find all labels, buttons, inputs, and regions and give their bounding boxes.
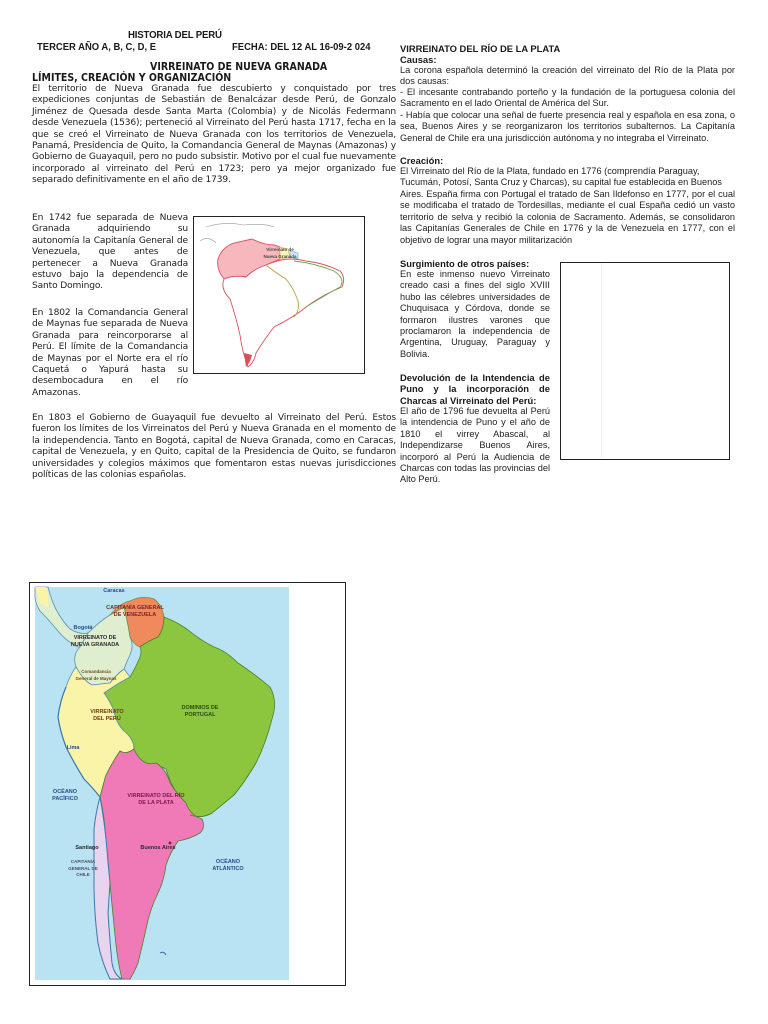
cause-2: - Había que colocar una señal de fuerte presencia real y española en esa zona, o sea, Buenos Aires y se reorganizaron los territorios subalternos. La Capitanía General de Chile era una jurisdicción autónoma y no integraba el Virreinato.: [400, 110, 735, 143]
grade-label: TERCER AÑO A, B, C, D, E: [37, 41, 157, 53]
nueva-granada-map-figure: [193, 216, 365, 374]
map-label-venezuela: CAPITANÍA GENERAL DE VENEZUELA: [106, 605, 164, 618]
emergence-text: En este inmenso nuevo Virreinato creado casi a fines del siglo XVIII hubo las célebres universidades de Chuquisaca y Córdova, donde se formaron ilustres varones que proclamaron la independencia de Argentina, Uruguay, Paraguay y Bolivia.: [400, 269, 550, 359]
date-label: FECHA: DEL 12 AL 16-09-2 024: [232, 41, 371, 53]
section-title-rio-de-la-plata: VIRREINATO DEL RÍO DE LA PLATA: [400, 43, 561, 54]
return-heading: Devolución de la Intendencia de Puno y la incorporación de Charcas al Virreinato del Perú:: [400, 372, 550, 406]
map-label-pacific-ocean: OCÉANO PACÍFICO: [52, 789, 78, 802]
creation-text-2: Aires. España firma con Portugal el tratado de San Ildefonso en 1777, por el cual se modificaba el tratado de Tordesillas, mediante el cual España cedió un vasto territorio de selva y recibió la colonia de Sacramento. Además, se consolidaron las Capitanías Generales de Chile en 1776 y la de Venezuela en 1777, con el objetivo de lograr una mayor militarización: [400, 189, 735, 245]
paragraph-1802: En 1802 la Comandancia General de Maynas fue separada de Nueva Granada para reincorporarse al Perú. El límite de la Comandancia de Maynas por el Norte era el río Caquetá o Yapurá hasta su desembocadura en el río Amazonas.: [32, 308, 188, 398]
map-label-peru: VIRREINATO DEL PERÚ: [90, 709, 124, 722]
creation-text-1: El Virreinato del Río de la Plata, fundado en 1776 (comprendía Paraguay, Tucumán, Potosí, Santa Cruz y Charcas), su capital fue establecida en Buenos: [400, 166, 722, 188]
map-label-buenos-aires: Buenos Aires: [140, 845, 176, 851]
section-subtitle: LÍMITES, CREACIÓN Y ORGANIZACIÓN: [32, 72, 232, 84]
map-label-santiago: Santiago: [75, 845, 99, 851]
section-title-nueva-granada: VIRREINATO DE NUEVA GRANADA: [150, 61, 328, 73]
causes-intro: La corona española determinó la creación del virreinato del Río de la Plata por dos causas:: [400, 65, 735, 87]
map-label-rio-de-la-plata: VIRREINATO DEL RÍO DE LA PLATA: [127, 793, 185, 806]
map-label-portugal: DOMINIOS DE PORTUGAL: [181, 705, 219, 718]
map-label-atlantic-ocean: OCÉANO ATLÁNTICO: [212, 859, 244, 872]
document-title: HISTORIA DEL PERÚ: [128, 29, 222, 41]
south-america-outline-map: [194, 217, 363, 372]
paragraph-1742: En 1742 fue separada de Nueva Granada adquiriendo su autonomía la Capitanía General de Venezuela, que antes de pertenecer a Nueva Granada estuvo bajo la dependencia de Santo Domingo.: [32, 213, 188, 292]
small-map-nueva-granada-label: Virreinato de Nueva Granada: [263, 247, 297, 259]
map-label-lima: Lima: [66, 745, 80, 751]
map-label-caracas: Caracas: [103, 588, 125, 594]
return-text: El año de 1796 fue devuelta al Perú la intendencia de Puno y el año de 1810 el virrey Abascal, al Independizarse Buenos Aires, incorporó al Perú la Audiencia de Charcas con todas las provincias del Alto Perú.: [400, 406, 550, 485]
map-label-chile: CAPITANÍA GENERAL DE CHILE: [68, 859, 98, 877]
empty-image-frame: [560, 262, 730, 460]
map-label-bogota: Bogotá: [73, 625, 93, 631]
paragraph-1803: En 1803 el Gobierno de Guayaquil fue devuelto al Virreinato del Perú. Estos fueron los límites de los Virreinatos del Perú y Nueva Granada en el momento de la independencia. Tanto en Bogotá, capital de Nueva Granada, como en Caracas, capital de Venezuela, y en Quito, capital de la Presidencia de Quito, se fundaron universidades y colegios máximos que fomentaron estas nuevas jurisdicciones políticas de las colonias españolas.: [32, 413, 396, 481]
cause-1: - El incesante contrabando porteño y la fundación de la portuguesa colonia del Sacramento en el lado Oriental de América del Sur.: [400, 87, 735, 109]
causes-heading: Causas:: [400, 54, 437, 65]
colonial-south-america-map-figure: [29, 582, 346, 986]
paragraph-intro: El territorio de Nueva Granada fue descubierto y conquistado por tres expediciones conjuntas de Sebastián de Benalcázar desde Perú, de Gonzalo Jiménez de Quesada desde Santa Marta (Colombia) y de Nicolás Federmann desde Venezuela (1536); perteneció al Virreinato del Perú hasta 1717, fecha en la que se creó el Virreinato de Nueva Granada con los territorios de Venezuela, Panamá, Presidencia de Quito, la Comandancia General de Maynas (Amazonas) y Gobierno de Guayaquil, pero no pudo subsistir. Motivo por el cual fue nuevamente incorporado al virreinato del Perú en 1723; pero ya mejor organizado fue separado definitivamente en el año de 1739.: [32, 84, 396, 186]
map-label-maynas: Comandancia General de Maynas: [75, 669, 117, 681]
creation-heading: Creación:: [400, 155, 444, 166]
frame-faint-divider: [601, 263, 602, 458]
map-label-nueva-granada: VIRREINATO DE NUEVA GRANADA: [70, 635, 120, 648]
emergence-heading: Surgimiento de otros países:: [400, 258, 530, 269]
